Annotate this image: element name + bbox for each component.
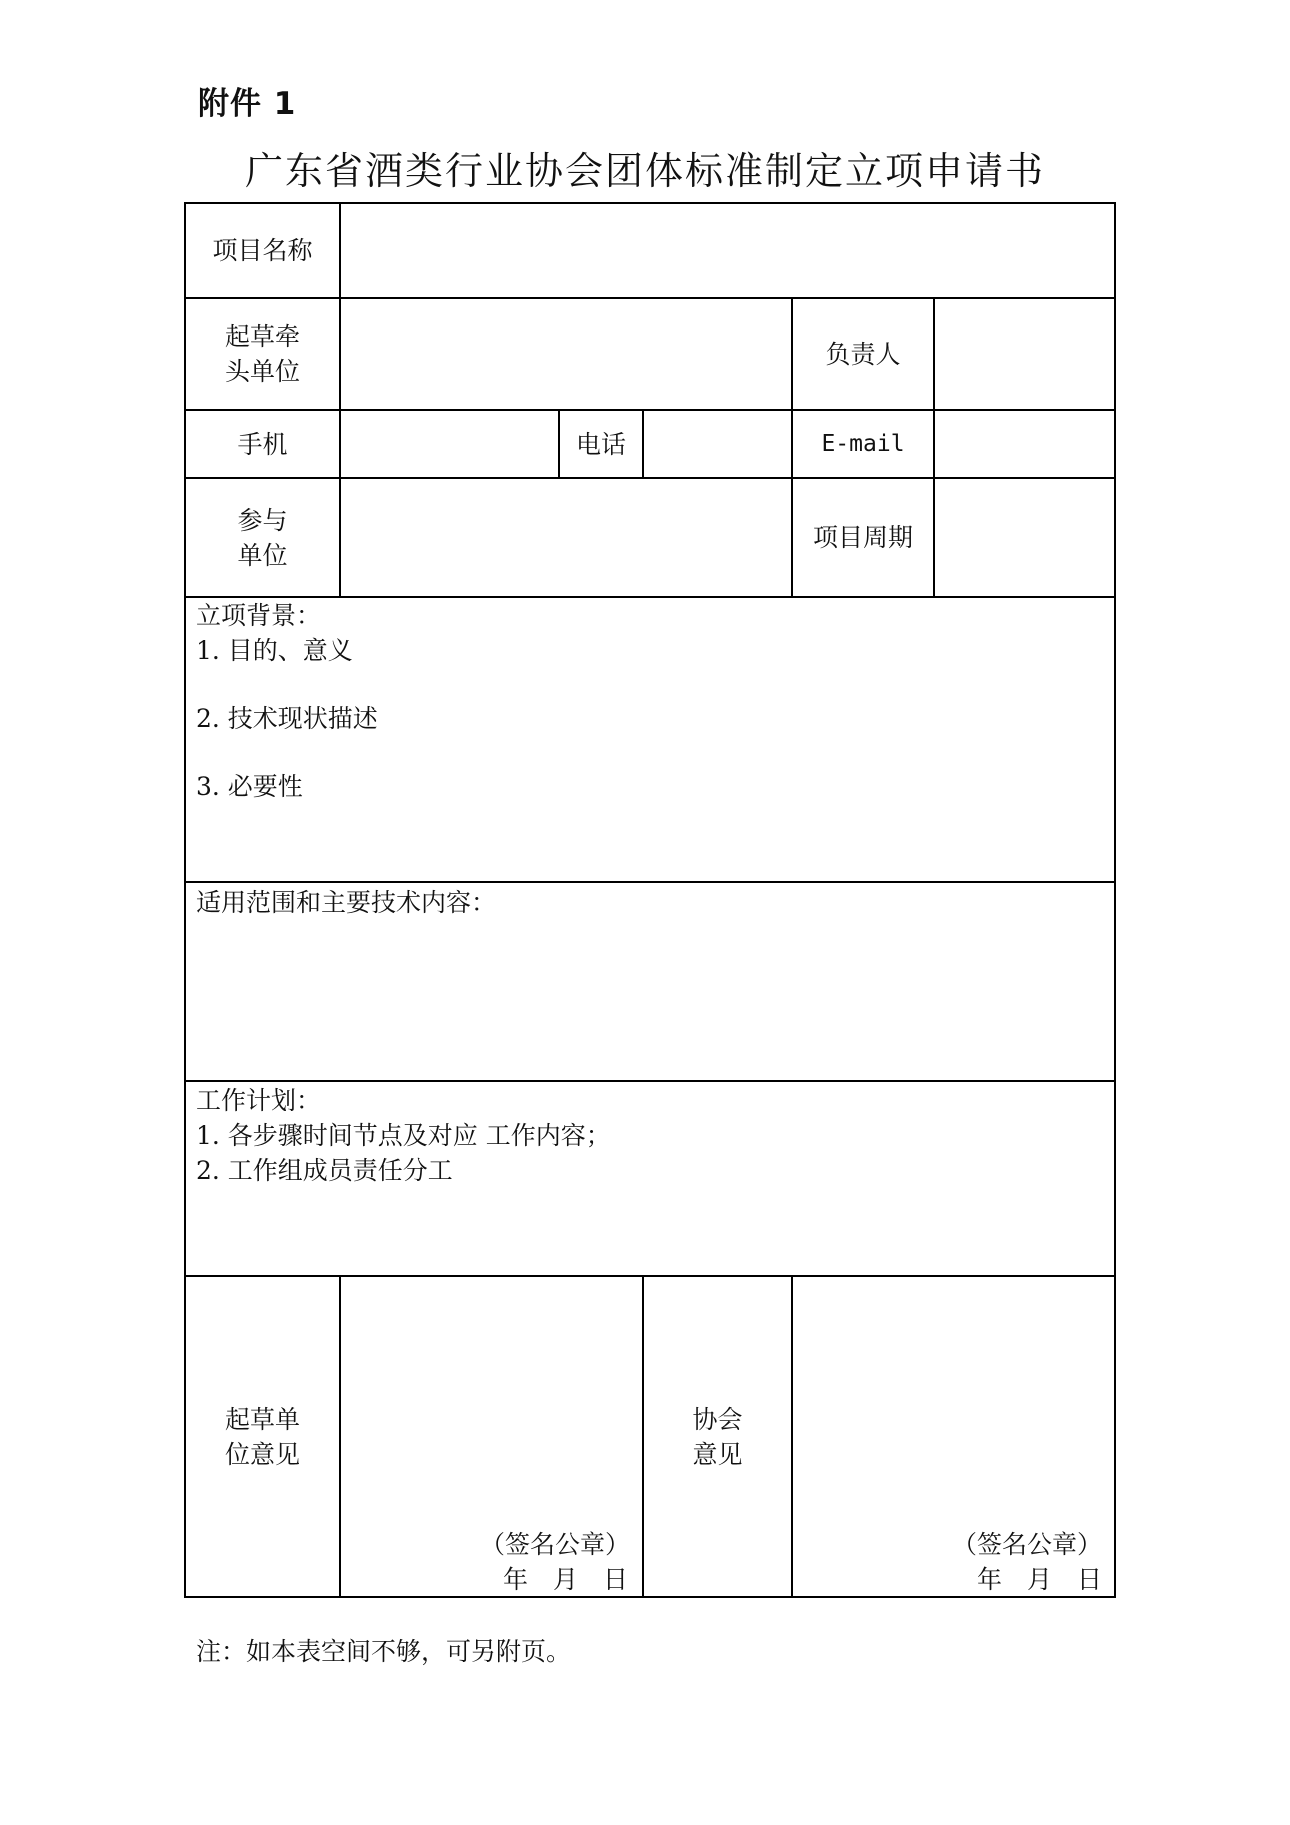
phone-label-text: 电话 (575, 429, 626, 459)
background-section[interactable] (196, 598, 1096, 804)
table-border-right (1114, 202, 1116, 1598)
footnote: 注：如本表空间不够，可另附页。 (196, 1637, 572, 1666)
mobile-label (186, 411, 339, 477)
background-item: 1. 目的、意义 (196, 636, 353, 665)
project-name-field[interactable] (341, 204, 1114, 297)
phone-field[interactable] (644, 411, 791, 477)
attachment-label: 附件 1 (198, 86, 297, 122)
lead-unit-field[interactable] (341, 299, 791, 409)
association-opinion-label (644, 1277, 791, 1596)
row-divider (184, 881, 1116, 883)
mobile-label-text: 手机 (237, 429, 288, 459)
background-heading: 立项背景： (196, 601, 322, 630)
association-opinion-line2: 意见 (692, 1439, 743, 1469)
responsible-field[interactable] (935, 299, 1114, 409)
work-plan-section[interactable] (196, 1083, 1096, 1188)
work-plan-item: 1. 各步骤时间节点及对应 工作内容； (196, 1121, 611, 1150)
association-opinion-line1: 协会 (692, 1404, 743, 1434)
project-name-label (186, 204, 339, 297)
drafter-date-text: 年 月 日 (502, 1565, 628, 1594)
participant-label-line2: 单位 (237, 540, 288, 570)
drafter-opinion-line1: 起草单 (224, 1404, 300, 1434)
association-seal-text: （签名公章） (951, 1530, 1102, 1559)
drafter-opinion-line2: 位意见 (224, 1439, 300, 1469)
participant-label-line1: 参与 (237, 505, 288, 535)
project-name-label-text: 项目名称 (212, 236, 313, 265)
phone-label (560, 411, 642, 477)
background-item: 2. 技术现状描述 (196, 704, 378, 733)
work-plan-heading: 工作计划： (196, 1086, 322, 1115)
project-period-field[interactable] (935, 479, 1114, 596)
lead-unit-label (186, 299, 339, 409)
scope-section[interactable] (196, 885, 1096, 920)
association-date-text: 年 月 日 (976, 1565, 1102, 1594)
drafter-opinion-label (186, 1277, 339, 1596)
lead-unit-label-line2: 头单位 (224, 357, 300, 386)
responsible-label (793, 299, 933, 409)
email-label-text: E-mail (821, 430, 905, 457)
lead-unit-label-line1: 起草牵 (224, 322, 300, 351)
responsible-label-text: 负责人 (825, 339, 901, 369)
row-divider (184, 1080, 1116, 1082)
mobile-field[interactable] (341, 411, 558, 477)
background-item: 3. 必要性 (196, 772, 303, 801)
work-plan-item: 2. 工作组成员责任分工 (196, 1156, 453, 1185)
project-period-label (793, 479, 933, 596)
drafter-seal-text: （签名公章） (479, 1530, 630, 1559)
email-label (793, 411, 933, 477)
email-field[interactable] (935, 411, 1114, 477)
participant-unit-label (186, 479, 339, 596)
project-period-label-text: 项目周期 (812, 523, 913, 552)
participant-unit-field[interactable] (341, 479, 791, 596)
scope-heading: 适用范围和主要技术内容： (196, 888, 497, 917)
page-title: 广东省酒类行业协会团体标准制定立项申请书 (244, 149, 1045, 193)
